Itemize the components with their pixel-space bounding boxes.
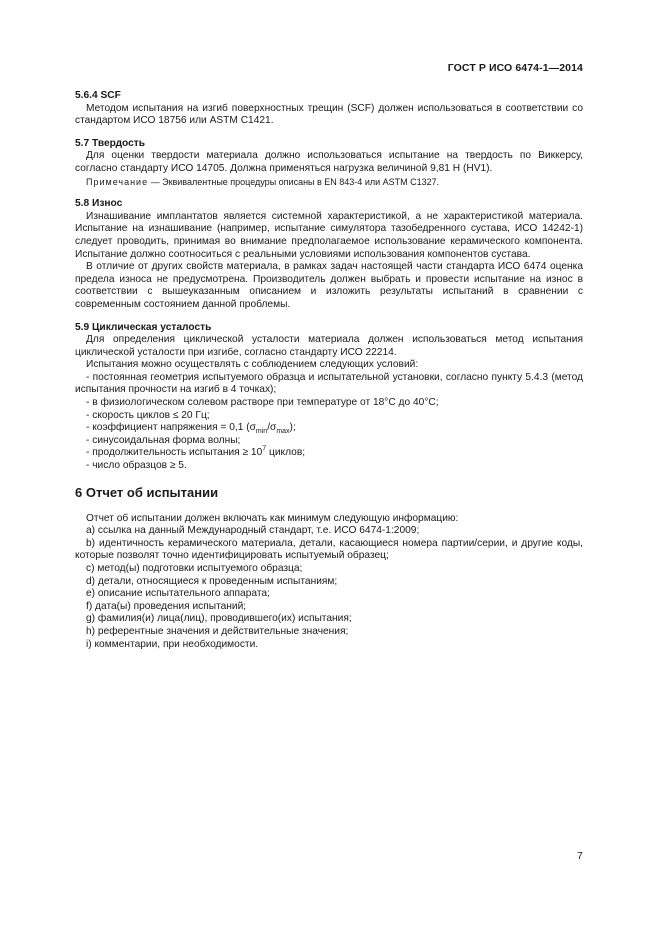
list-item: b) идентичность керамического материала, детали, касающиеся номера партии/серии, и другие коды, которые позволят точно идентифицировать испытуемый образец; xyxy=(75,537,583,562)
paragraph: Отчет об испытании должен включать как минимум следующую информацию: xyxy=(86,512,459,524)
ratio-sub-min: min xyxy=(255,428,268,436)
duration-text: - продолжительность испытания ≥ 10 xyxy=(86,447,263,459)
list-item xyxy=(75,422,583,435)
document-header: ГОСТ Р ИСО 6474-1—2014 xyxy=(447,62,583,74)
section-title-5-9: 5.9 Циклическая усталость xyxy=(75,321,212,333)
list-item: - постоянная геометрия испытуемого образца и испытательной установки, согласно пункту 5.4.3 (метод испытания прочности на изгиб в 4 точках); xyxy=(75,371,583,396)
section-title-6: 6 Отчет об испытании xyxy=(75,484,219,500)
duration-exponent: 7 xyxy=(262,446,267,454)
page-number: 7 xyxy=(577,850,583,862)
list-item: f) дата(ы) проведения испытаний; xyxy=(86,600,247,612)
note-text: — Эквивалентные процедуры описаны в EN 843-4 или ASTM C1327. xyxy=(148,176,440,187)
list-item: e) описание испытательного аппарата; xyxy=(86,588,270,600)
ratio-sub-max: max xyxy=(276,428,290,436)
list-item: - в физиологическом солевом растворе при температуре от 18°C до 40°C; xyxy=(86,397,439,409)
note-label: Примечание xyxy=(86,176,149,187)
ratio-text: - коэффициент напряжения = 0,1 (σ xyxy=(86,422,256,434)
list-item: i) комментарии, при необходимости. xyxy=(86,638,259,650)
paragraph: Для определения циклической усталости материала должен использоваться метод испытания циклической усталости при изгибе, согласно стандарту ИСО 22214. xyxy=(75,334,583,358)
paragraph: В отличие от других свойств материала, в рамках задач настоящей части стандарта ИСО 6474 оценка предела износа не предусмотрена. Производитель должен выбрать и провести испытание на износ в соответствии с вышеуказанным описанием и изложить результаты испытаний в сравнении с современным состоянием данной проблемы. xyxy=(75,261,583,310)
section-title-5-8: 5.8 Износ xyxy=(75,198,123,210)
note xyxy=(75,176,583,189)
list-item: c) метод(ы) подготовки испытуемого образца; xyxy=(86,563,303,574)
duration-text: циклов; xyxy=(266,447,306,459)
list-item: a) ссылка на данный Международный стандарт, т.е. ИСО 6474-1:2009; xyxy=(86,525,420,537)
list-item xyxy=(75,447,583,460)
list-item: - синусоидальная форма волны; xyxy=(86,434,241,446)
list-item: h) референтные значения и действительные значения; xyxy=(86,625,349,637)
document-body xyxy=(75,90,583,651)
paragraph: Изнашивание имплантатов является системной характеристикой, а не характеристикой материала. Испытание на изнашивание (например, испытание симулятора тазобедренного сустава, ИСО 14242-1) следует проводить, принимая во внимание предполагаемое использование керамического компонента. Испытание должно соотноситься с реальными условиями использования компонентов сустава. xyxy=(75,210,583,260)
list-item: - скорость циклов ≤ 20 Гц; xyxy=(86,409,210,421)
ratio-text: ); xyxy=(289,422,296,434)
ratio-text: /σ xyxy=(267,422,277,434)
section-title-5-7: 5.7 Твердость xyxy=(75,137,146,149)
paragraph: Методом испытания на изгиб поверхностных трещин (SCF) должен использоваться в соответствии со стандартом ИСО 18756 или ASTM C1421. xyxy=(75,102,583,127)
paragraph: Испытания можно осуществлять с соблюдением следующих условий: xyxy=(86,359,419,371)
paragraph: Для оценки твердости материала должно использоваться испытание на твердость по Виккерсу, согласно стандарту ИСО 14705. Должна применяться нагрузка величиной 9,81 Н (HV1). xyxy=(75,150,583,174)
section-title-5-6-4: 5.6.4 SCF xyxy=(75,90,121,101)
list-item: - число образцов ≥ 5. xyxy=(86,460,187,472)
list-item: d) детали, относящиеся к проведенным испытаниям; xyxy=(86,575,338,587)
list-item: g) фамилия(и) лица(лиц), проводившего(их) испытания; xyxy=(86,613,352,625)
